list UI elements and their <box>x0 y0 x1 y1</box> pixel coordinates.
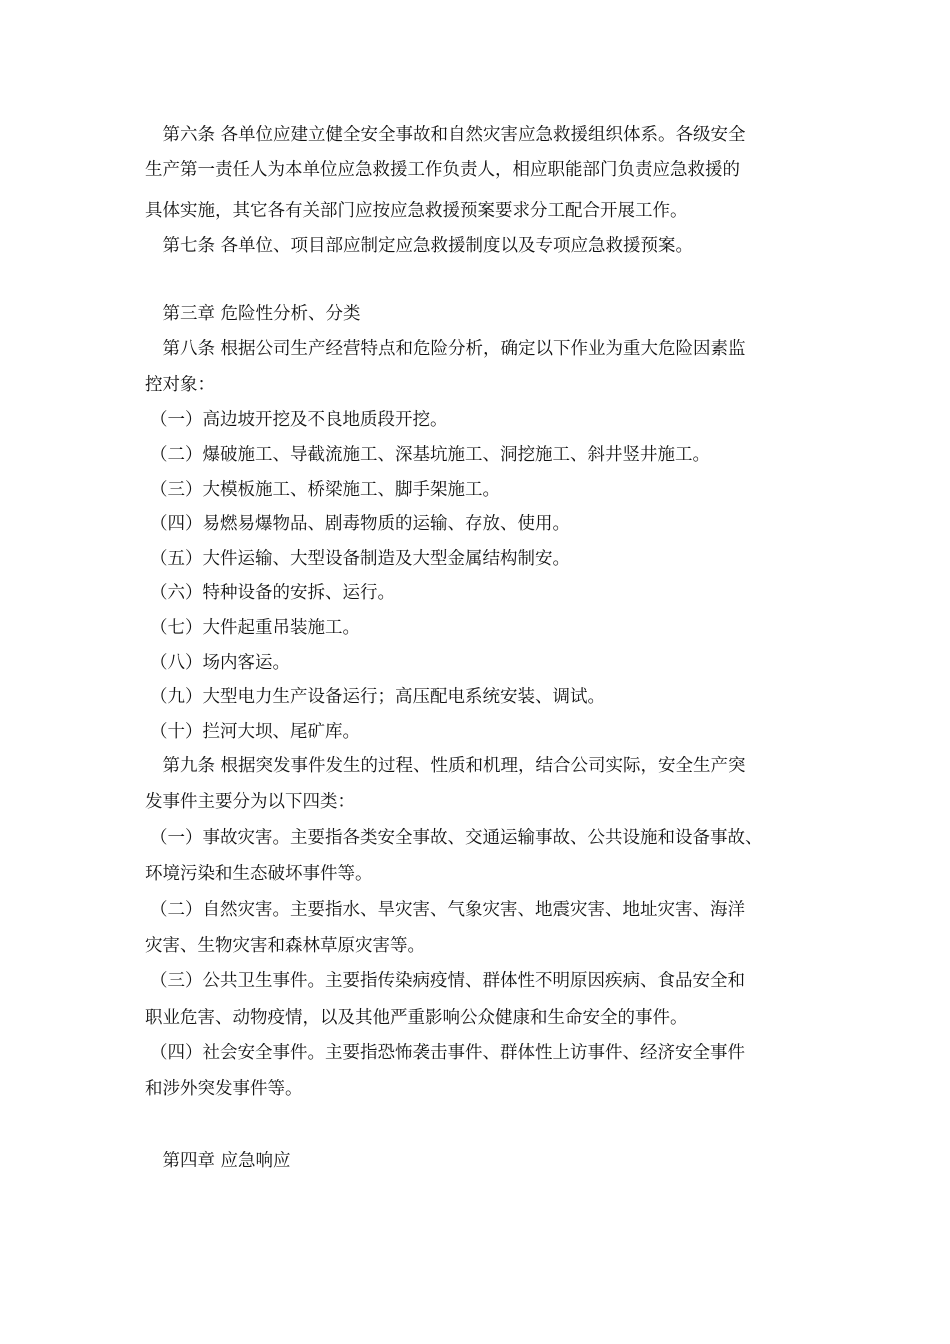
category-4-line-1: （四）社会安全事件。主要指恐怖袭击事件、群体性上访事件、经济安全事件 <box>150 1043 745 1063</box>
article-6-line-2: 生产第一责任人为本单位应急救援工作负责人，相应职能部门负责应急救援的 <box>145 160 740 180</box>
list-item-6: （六）特种设备的安拆、运行。 <box>150 583 395 603</box>
article-9-line-2: 发事件主要分为以下四类： <box>145 792 355 812</box>
article-6-line-1: 第六条 各单位应建立健全安全事故和自然灾害应急救援组织体系。各级安全 <box>145 125 746 145</box>
list-item-10: （十）拦河大坝、尾矿库。 <box>150 722 360 742</box>
article-9-line-1: 第九条 根据突发事件发生的过程、性质和机理，结合公司实际，安全生产突 <box>145 756 746 776</box>
article-8-line-1: 第八条 根据公司生产经营特点和危险分析，确定以下作业为重大危险因素监 <box>145 339 746 359</box>
list-item-8: （八）场内客运。 <box>150 653 290 673</box>
list-item-3: （三）大模板施工、桥梁施工、脚手架施工。 <box>150 480 500 500</box>
list-item-9: （九）大型电力生产设备运行；高压配电系统安装、调试。 <box>150 687 605 707</box>
category-3-line-1: （三）公共卫生事件。主要指传染病疫情、群体性不明原因疾病、食品安全和 <box>150 971 745 991</box>
article-8-line-2: 控对象： <box>145 375 215 395</box>
category-2-line-1: （二）自然灾害。主要指水、旱灾害、气象灾害、地震灾害、地址灾害、海洋 <box>150 900 745 920</box>
list-item-4: （四）易燃易爆物品、剧毒物质的运输、存放、使用。 <box>150 514 570 534</box>
list-item-1: （一）高边坡开挖及不良地质段开挖。 <box>150 410 448 430</box>
category-4-line-2: 和涉外突发事件等。 <box>145 1079 303 1099</box>
category-1-line-1: （一）事故灾害。主要指各类安全事故、交通运输事故、公共设施和设备事故、 <box>150 828 763 848</box>
chapter-3-heading: 第三章 危险性分析、分类 <box>145 304 361 324</box>
article-6-line-3: 具体实施，其它各有关部门应按应急救援预案要求分工配合开展工作。 <box>145 201 688 221</box>
category-1-line-2: 环境污染和生态破坏事件等。 <box>145 864 373 884</box>
chapter-4-heading: 第四章 应急响应 <box>145 1151 291 1171</box>
list-item-7: （七）大件起重吊装施工。 <box>150 618 360 638</box>
list-item-5: （五）大件运输、大型设备制造及大型金属结构制安。 <box>150 549 570 569</box>
article-7: 第七条 各单位、项目部应制定应急救援制度以及专项应急救援预案。 <box>145 236 694 256</box>
category-2-line-2: 灾害、生物灾害和森林草原灾害等。 <box>145 936 425 956</box>
list-item-2: （二）爆破施工、导截流施工、深基坑施工、洞挖施工、斜井竖井施工。 <box>150 445 710 465</box>
category-3-line-2: 职业危害、动物疫情，以及其他严重影响公众健康和生命安全的事件。 <box>145 1008 688 1028</box>
